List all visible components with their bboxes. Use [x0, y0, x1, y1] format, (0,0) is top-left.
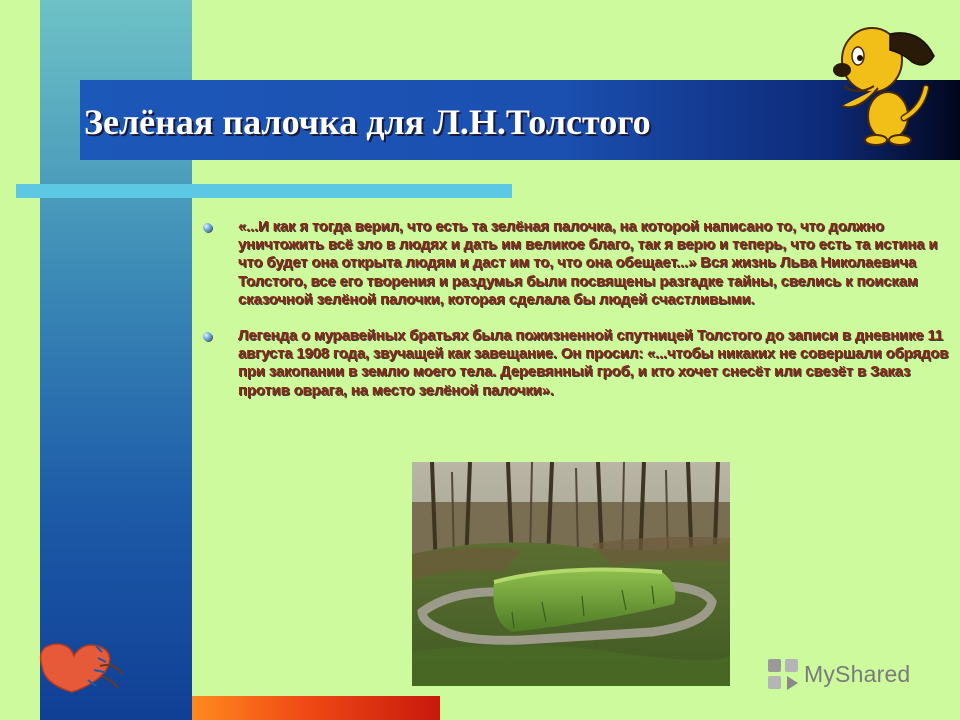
content-list	[200, 218, 956, 400]
slide-title: Зелёная палочка для Л.Н.Толстого	[84, 102, 651, 142]
bullet-item-2	[200, 327, 956, 400]
cartoon-dog-icon	[828, 14, 940, 146]
watermark	[766, 656, 910, 692]
bullet-text: Легенда о муравейных братьях была пожизненной спутницей Толстого до записи в дневнике 11 августа 1908 года, звучащей как завещание. Он просил: «...чтобы никаких не совершали обрядов при закопании в землю моего тела. Деревянный гроб, и кто хочет снесёт или свезёт в Заказ против оврага, на место зелёной палочки».	[238, 327, 949, 399]
accent-line	[16, 184, 512, 198]
grave-photo	[412, 462, 730, 686]
watermark-text: MyShared	[804, 660, 911, 687]
bullet-item-1	[200, 218, 956, 309]
bullet-dot-icon	[203, 332, 212, 341]
bottom-accent-bar	[192, 696, 440, 720]
heart-icon	[36, 636, 128, 696]
bullet-text: «...И как я тогда верил, что есть та зелёная палочка, на которой написано то, что должно уничтожить всё зло в людях и дать им великое благо, так я верю и теперь, что есть та истина и что будет она открыта людям и даст им то, что она обещает...» Вся жизнь Льва Николаевича Толстого, все его творения и раздумья были посвящены разгадке тайны, свелись к поискам сказочной зелёной палочки, которая сделала бы людей счастливыми.	[238, 218, 938, 308]
myshared-logo-icon	[766, 657, 800, 691]
bullet-dot-icon	[203, 223, 212, 232]
